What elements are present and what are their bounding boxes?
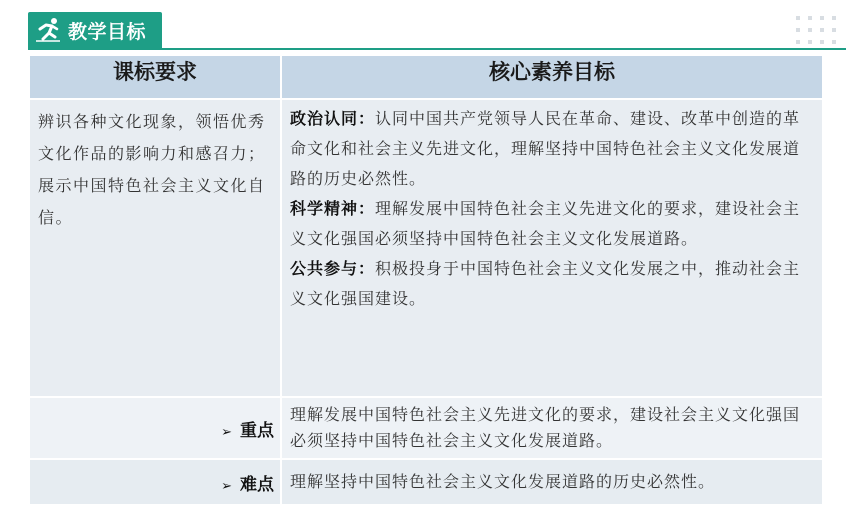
goal-political-identity xyxy=(290,104,812,194)
table-row-difficult-point xyxy=(29,459,823,505)
curriculum-requirement-text: 辨识各种文化现象，领悟优秀文化作品的影响力和感召力；展示中国特色社会主义文化自信。 xyxy=(38,112,266,227)
goal-public-participation xyxy=(290,254,812,314)
arrow-icon: ➢ xyxy=(221,478,232,494)
core-goals-cell xyxy=(281,99,823,397)
curriculum-requirement-cell xyxy=(29,99,281,397)
key-point-text: 理解发展中国特色社会主义先进文化的要求，建设社会主义文化强国必须坚持中国特色社会主义文化发展道路。 xyxy=(290,405,801,450)
goal-text: 认同中国共产党领导人民在革命、建设、改革中创造的革命文化和社会主义先进文化，理解坚持中国特色社会主义文化发展道路的历史必然性。 xyxy=(290,109,801,188)
goals-table xyxy=(28,54,824,506)
page-title: 教学目标 xyxy=(68,20,147,43)
key-point-label-cell xyxy=(29,397,281,459)
key-point-label: 重点 xyxy=(240,420,274,441)
title-underline xyxy=(28,48,846,50)
goal-text: 理解发展中国特色社会主义先进文化的要求，建设社会主义文化强国必须坚持中国特色社会主义文化发展道路。 xyxy=(290,199,801,248)
difficult-point-label-cell xyxy=(29,459,281,505)
header-core-goals: 核心素养目标 xyxy=(281,55,823,99)
table-header-row xyxy=(29,55,823,99)
decorative-dots xyxy=(796,16,844,52)
difficult-point-text: 理解坚持中国特色社会主义文化发展道路的历史必然性。 xyxy=(290,472,716,491)
goal-scientific-spirit xyxy=(290,194,812,254)
header-curriculum-requirement: 课标要求 xyxy=(29,55,281,99)
title-badge xyxy=(28,12,162,48)
key-point-cell xyxy=(281,397,823,459)
difficult-point-label: 难点 xyxy=(240,474,274,495)
difficult-point-cell xyxy=(281,459,823,505)
arrow-icon: ➢ xyxy=(221,424,232,440)
goal-text: 积极投身于中国特色社会主义文化发展之中，推动社会主义文化强国建设。 xyxy=(290,259,801,308)
goal-keyword: 政治认同： xyxy=(290,109,376,128)
goal-keyword: 公共参与： xyxy=(290,259,376,278)
runner-icon xyxy=(34,15,64,45)
goal-keyword: 科学精神： xyxy=(290,199,376,218)
table-row xyxy=(29,99,823,397)
table-row-key-point xyxy=(29,397,823,459)
